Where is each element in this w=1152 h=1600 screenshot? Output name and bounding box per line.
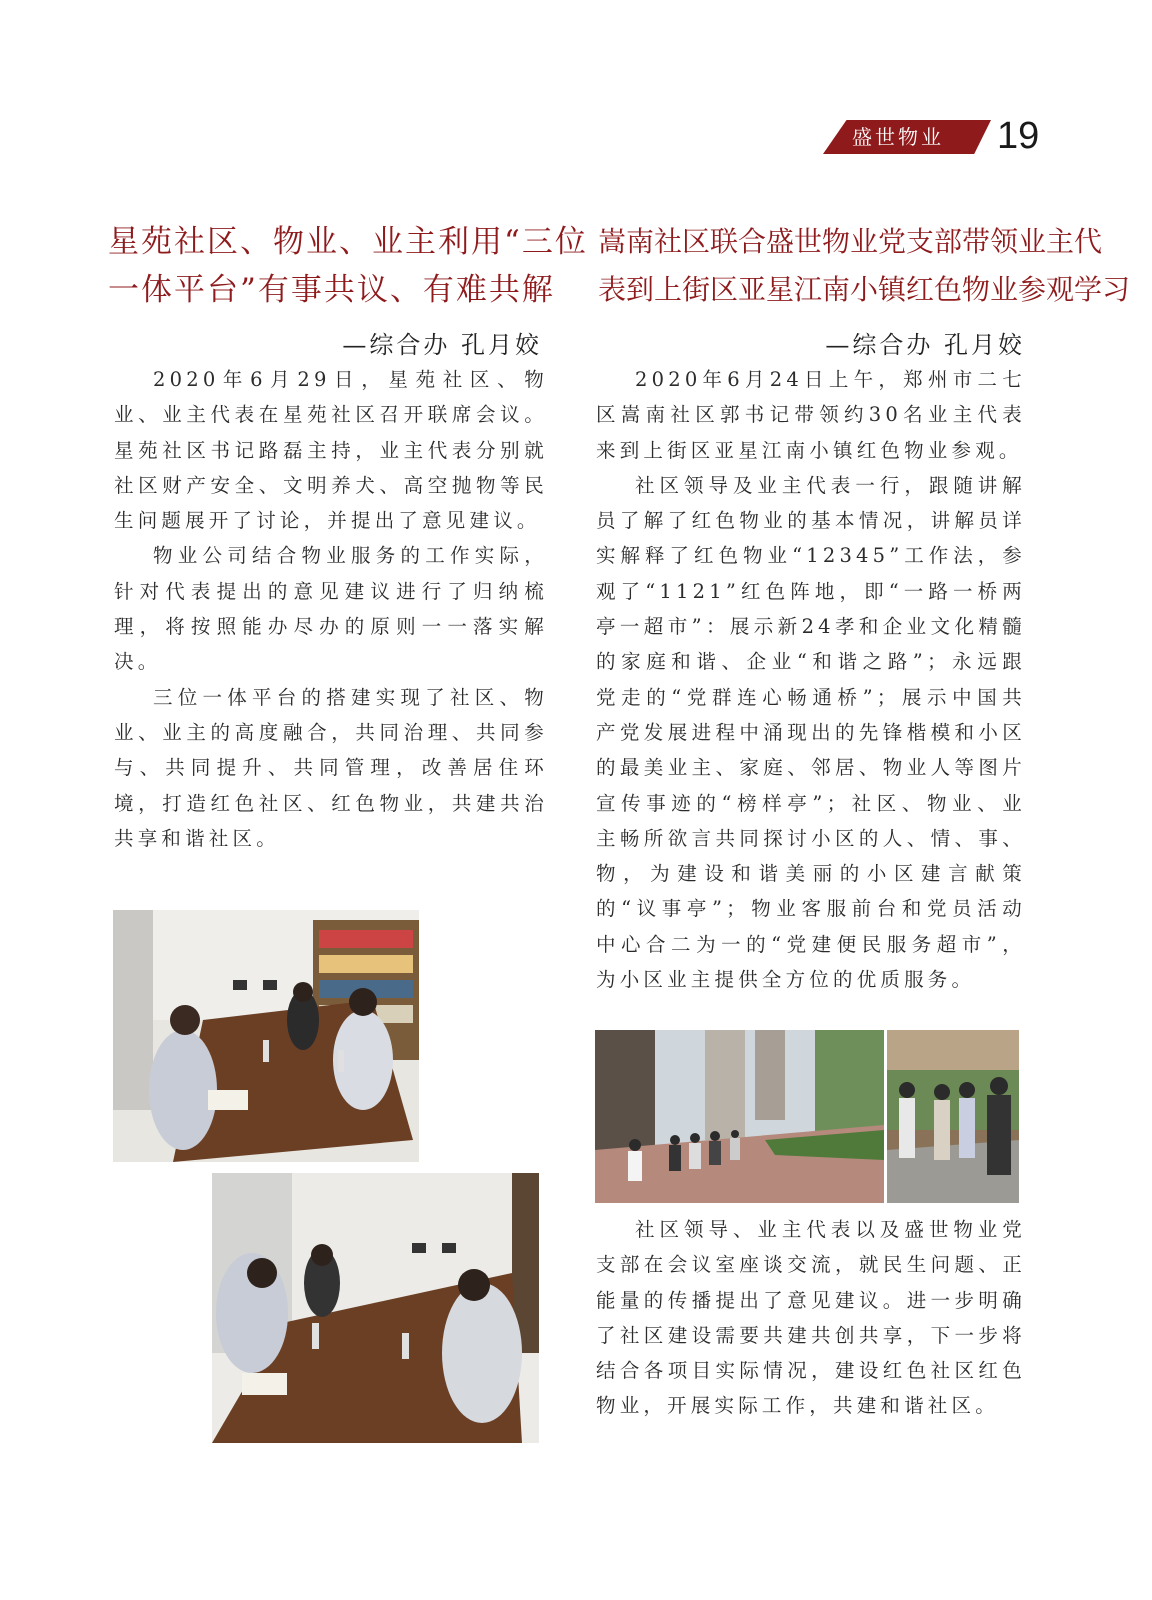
visit-pavilion-photo (887, 1030, 1019, 1203)
visit-walkway-photo (595, 1030, 884, 1203)
page-number: 19 (997, 115, 1040, 157)
article-left-title (108, 218, 588, 314)
article-left-byline: —综合办 孔月姣 (342, 331, 542, 359)
article-right-body (596, 362, 1026, 997)
article-right-body-continued (596, 1212, 1026, 1424)
article-left-title-line2: 一体平台”有事共议、有难共解 (108, 272, 555, 308)
article-right-title-line2: 表到上街区亚星江南小镇红色物业参观学习 (598, 273, 1131, 306)
article-right-title (598, 218, 1131, 314)
article-left-body (114, 362, 548, 856)
article-left-title-line1: 星苑社区、物业、业主利用“三位 (108, 224, 588, 260)
meeting-photo-2 (212, 1173, 539, 1443)
section-label: 盛世物业 (852, 125, 944, 149)
article-right-paragraph: 2020年6月24日上午，郑州市二七区嵩南社区郭书记带领约30名业主代表来到上街区亚星江南小镇红色物业参观。 (596, 368, 1026, 462)
article-right-paragraph: 社区领导及业主代表一行，跟随讲解员了解了红色物业的基本情况，讲解员详实解释了红色物业“12345”工作法，参观了“1121”红色阵地，即“一路一桥两亭一超市”：展示新24孝和企业文化精髓的家庭和谐、企业“和谐之路”；永远跟党走的“党群连心畅通桥”；展示中国共产党发展进程中涌现出的先锋楷模和小区的最美业主、家庭、邻居、物业人等图片宣传事迹的“榜样亭”；社区、物业、业主畅所欲言共同探讨小区的人、情、事、物，为建设和谐美丽的小区建言献策的“议事亭”；物业客服前台和党员活动中心合二为一的“党建便民服务超市”，为小区业主提供全方位的优质服务。 (596, 473, 1026, 992)
meeting-photo-1 (113, 910, 419, 1162)
article-right-byline: —综合办 孔月姣 (825, 331, 1025, 359)
article-left-paragraph: 三位一体平台的搭建实现了社区、物业、业主的高度融合，共同治理、共同参与、共同提升、共同管理，改善居住环境，打造红色社区、红色物业，共建共治共享和谐社区。 (114, 685, 548, 850)
section-tag (823, 120, 991, 154)
article-left-paragraph: 2020年6月29日，星苑社区、物业、业主代表在星苑社区召开联席会议。星苑社区书记路磊主持，业主代表分别就社区财产安全、文明养犬、高空抛物等民生问题展开了讨论，并提出了意见建议。 (114, 368, 548, 533)
article-right-title-line1: 嵩南社区联合盛世物业党支部带领业主代 (598, 225, 1103, 258)
article-left-paragraph: 物业公司结合物业服务的工作实际，针对代表提出的意见建议进行了归纳梳理，将按照能办尽办的原则一一落实解决。 (114, 544, 548, 674)
article-right-paragraph: 社区领导、业主代表以及盛世物业党支部在会议室座谈交流，就民生问题、正能量的传播提出了意见建议。进一步明确了社区建设需要共建共创共享，下一步将结合各项目实际情况，建设红色社区红色物业，开展实际工作，共建和谐社区。 (596, 1218, 1026, 1418)
